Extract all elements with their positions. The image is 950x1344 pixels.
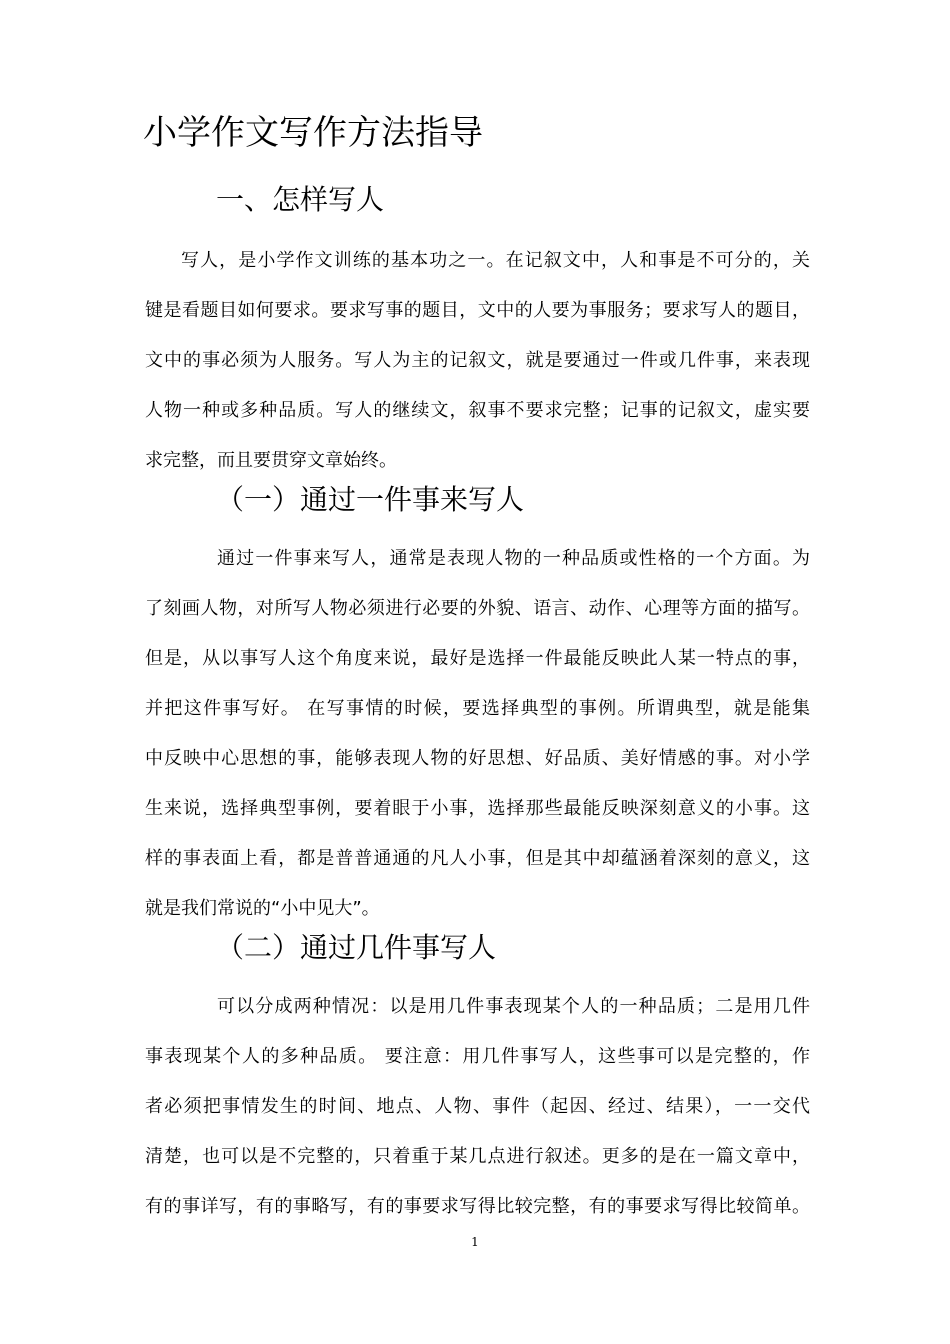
subsection-heading-several-events: （二）通过几件事写人 (216, 931, 497, 964)
paragraph-line: 事表现某个人的多种品质。 要注意：用几件事写人，这些事可以是完整的，作 (145, 1046, 810, 1067)
section-heading-how-to-write-people: 一、怎样写人 (216, 183, 385, 216)
paragraph-line: 者必须把事情发生的时间、地点、人物、事件（起因、经过、结果），一一交代 (145, 1096, 810, 1117)
paragraph-line: 了刻画人物，对所写人物必须进行必要的外貌、语言、动作、心理等方面的描写。 (145, 598, 810, 619)
document-title: 小学作文写作方法指导 (143, 113, 483, 153)
subsection-two-paragraph (145, 989, 810, 1239)
paragraph-line: 有的事详写，有的事略写，有的事要求写得比较完整，有的事要求写得比较简单。 (145, 1196, 810, 1217)
paragraph-line: 生来说，选择典型事例，要着眼于小事，选择那些最能反映深刻意义的小事。这 (145, 798, 810, 819)
paragraph-line: 中反映中心思想的事，能够表现人物的好思想、好品质、美好情感的事。对小学 (145, 748, 810, 769)
subsection-heading-one-event: （一）通过一件事来写人 (216, 483, 525, 516)
paragraph-line: 清楚，也可以是不完整的，只着重于某几点进行叙述。更多的是在一篇文章中， (145, 1146, 810, 1167)
paragraph-line: 文中的事必须为人服务。写人为主的记叙文，就是要通过一件或几件事，来表现 (145, 350, 810, 371)
paragraph-line: 样的事表面上看，都是普普通通的凡人小事，但是其中却蕴涵着深刻的意义，这 (145, 848, 810, 869)
paragraph-line: 求完整，而且要贯穿文章始终。 (145, 450, 397, 471)
paragraph-line: 就是我们常说的“小中见大”。 (145, 898, 380, 919)
subsection-one-paragraph (145, 541, 810, 941)
section-intro-paragraph (145, 243, 810, 493)
paragraph-line: 键是看题目如何要求。要求写事的题目，文中的人要为事服务；要求写人的题目， (145, 300, 810, 321)
paragraph-line: 通过一件事来写人，通常是表现人物的一种品质或性格的一个方面。为 (217, 548, 810, 569)
paragraph-line: 但是，从以事写人这个角度来说，最好是选择一件最能反映此人某一特点的事， (145, 648, 810, 669)
paragraph-line: 写人，是小学作文训练的基本功之一。在记叙文中，人和事是不可分的，关 (181, 250, 810, 271)
paragraph-line: 并把这件事写好。 在写事情的时候，要选择典型的事例。所谓典型，就是能集 (145, 698, 810, 719)
paragraph-line: 人物一种或多种品质。写人的继续文，叙事不要求完整；记事的记叙文，虚实要 (145, 400, 810, 421)
page-number: 1 (471, 1235, 479, 1249)
paragraph-line: 可以分成两种情况：以是用几件事表现某个人的一种品质；二是用几件 (217, 996, 810, 1017)
